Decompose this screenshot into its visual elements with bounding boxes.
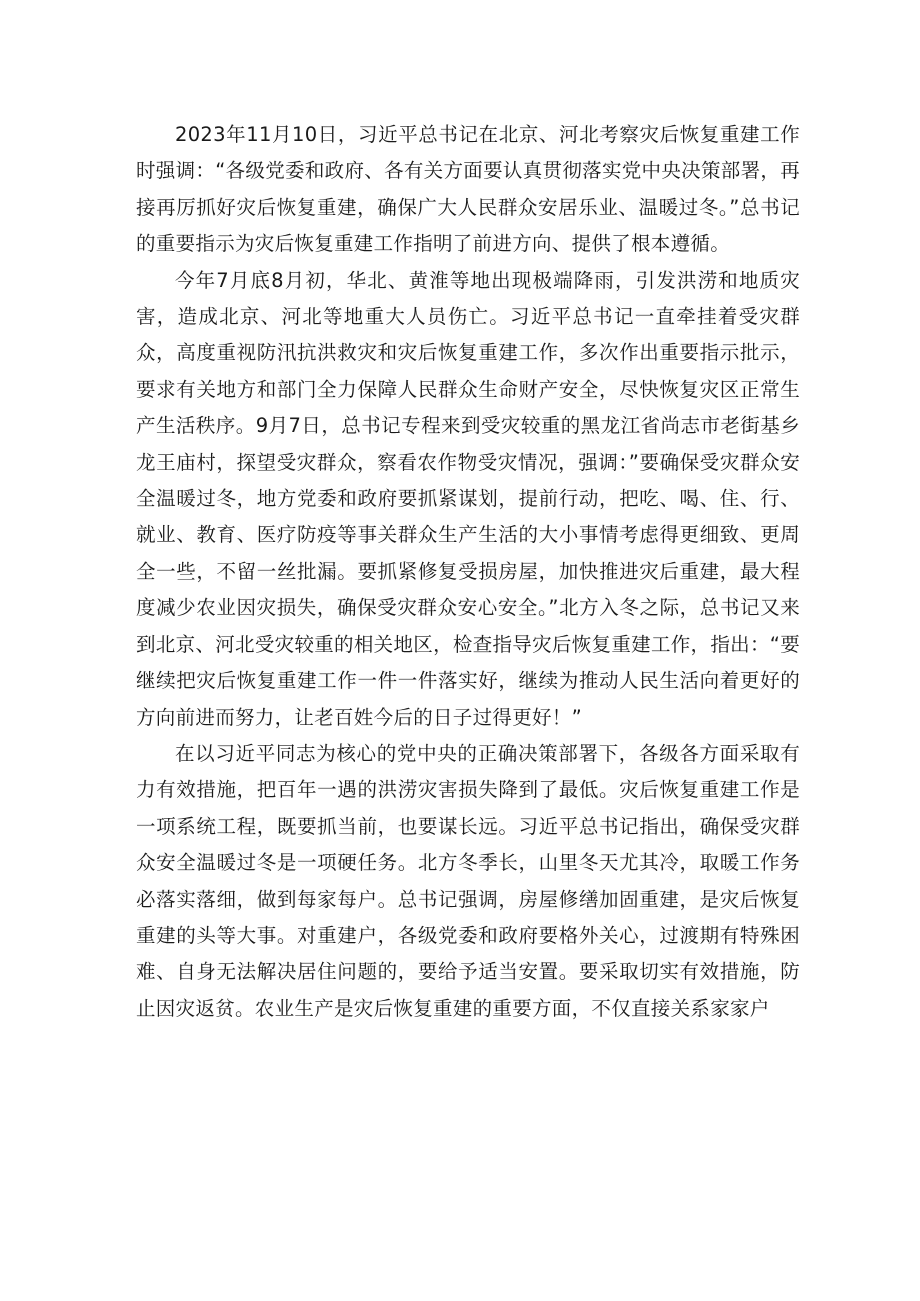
paragraph-3: 在以习近平同志为核心的党中央的正确决策部署下，各级各方面采取有力有效措施，把百年一遇的洪涝灾害损失降到了最低。灾后恢复重建工作是一项系统工程，既要抓当前，也要谋长远。习近平总书记指出，确保受灾群众安全温暖过冬是一项硬任务。北方冬季长，山里冬天尤其冷，取暖工作务必落实落细，做到每家每户。总书记强调，房屋修缮加固重建，是灾后恢复重建的头等大事。对重建户，各级党委和政府要格外关心，过渡期有特殊困难、自身无法解决居住问题的，要给予适当安置。要采取切实有效措施，防止因灾返贫。农业生产是灾后恢复重建的重要方面，不仅直接关系家家户 — [136, 741, 800, 1020]
paragraph-1: 2023年11月10日，习近平总书记在北京、河北考察灾后恢复重建工作时强调：“各级党委和政府、各有关方面要认真贯彻落实党中央决策部署，再接再厉抓好灾后恢复重建，确保广大人民群众安居乐业、温暖过冬。”总书记的重要指示为灾后恢复重建工作指明了前进方向、提供了根本遵循。 — [136, 123, 800, 256]
document-body — [136, 117, 800, 1027]
paragraph-2: 今年7月底8月初，华北、黄淮等地出现极端降雨，引发洪涝和地质灾害，造成北京、河北等地重大人员伤亡。习近平总书记一直牵挂着受灾群众，高度重视防汛抗洪救灾和灾后恢复重建工作，多次作出重要指示批示，要求有关地方和部门全力保障人民群众生命财产安全，尽快恢复灾区正常生产生活秩序。9月7日，总书记专程来到受灾较重的黑龙江省尚志市老街基乡龙王庙村，探望受灾群众，察看农作物受灾情况，强调：”要确保受灾群众安全温暖过冬，地方党委和政府要抓紧谋划，提前行动，把吃、喝、住、行、就业、教育、医疗防疫等事关群众生产生活的大小事情考虑得更细致、更周全一些，不留一丝批漏。要抓紧修复受损房屋，加快推进灾后重建，最大程度减少农业因灾损失，确保受灾群众安心安全。”北方入冬之际，总书记又来到北京、河北受灾较重的相关地区，检查指导灾后恢复重建工作，指出：“要继续把灾后恢复重建工作一件一件落实好，继续为推动人民生活向着更好的方向前进而努力，让老百姓今后的日子过得更好！” — [136, 268, 800, 729]
